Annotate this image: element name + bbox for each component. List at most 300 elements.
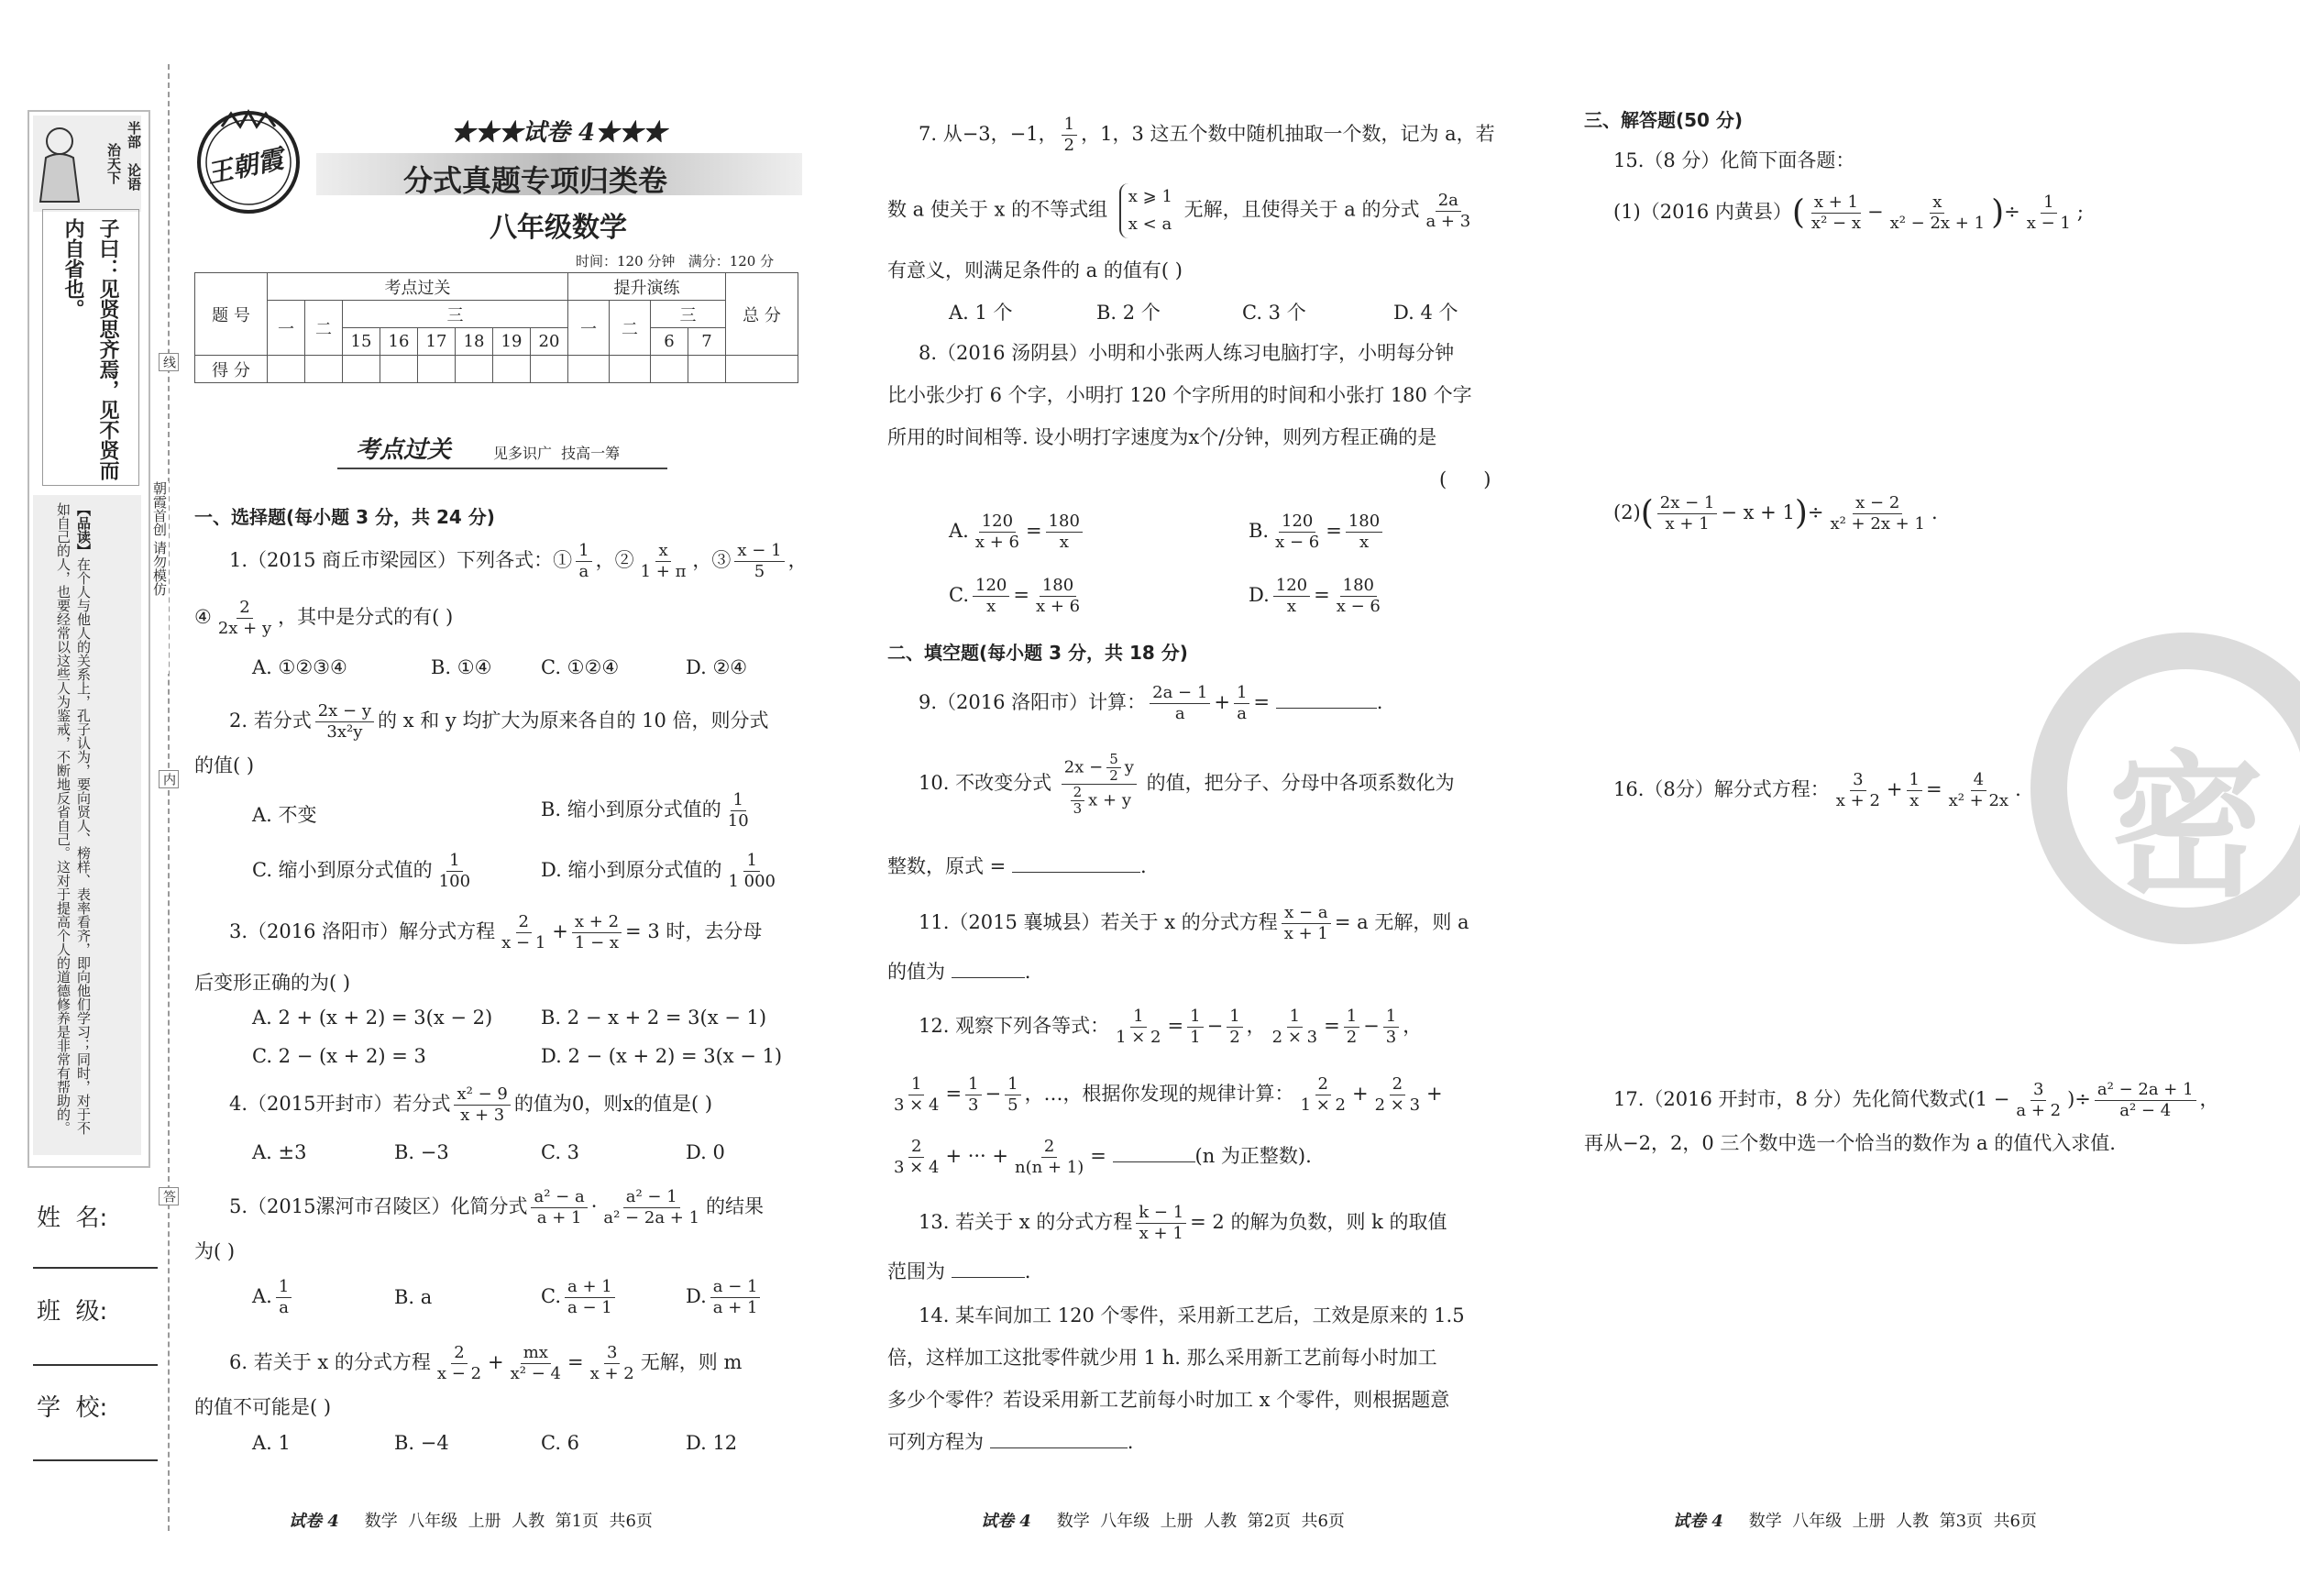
fraction <box>1005 1074 1020 1116</box>
q4-option-b[interactable]: B. −3 <box>394 1141 449 1163</box>
fraction-numerator: a² − 2a + 1 <box>2095 1080 2196 1101</box>
fraction-numerator: 1 <box>446 851 462 872</box>
fraction <box>973 512 1022 553</box>
text-fragment: = a 无解，则 a <box>1334 911 1469 933</box>
text-fragment: A. <box>949 520 969 542</box>
q1-option-a[interactable]: A. ①②③④ <box>252 656 347 678</box>
fraction <box>1187 1007 1203 1048</box>
fraction-denominator: a + 1 <box>536 1208 582 1227</box>
question-1 <box>229 541 808 582</box>
text-fragment: (2) <box>1613 501 1641 523</box>
text-fragment: · <box>590 1195 598 1217</box>
pindu-label: 【品读】 <box>75 502 92 557</box>
text-fragment: + ··· + <box>945 1145 1009 1167</box>
question-10 <box>919 752 1455 817</box>
text-fragment: 16.（8分）解分式方程： <box>1613 778 1830 800</box>
text-fragment: ， <box>1246 1015 1266 1037</box>
fraction-denominator: 2 × 3 <box>1374 1095 1421 1115</box>
text-fragment: ，其中是分式的有( ) <box>278 606 454 628</box>
question-15-part-1: (1)（2016 内黄县）( $\frac{x + 1}{\text{x² − x}}$ − $\frac{x}{\text{x² − 2x + 1}}$ )÷ $\frac{1}{x - 1}$ ; <box>1613 193 2084 233</box>
fraction-denominator: 3 <box>1385 1028 1397 1047</box>
score-total-label: 总 分 <box>726 273 798 356</box>
score-cell[interactable] <box>688 356 726 383</box>
fraction-numerator: 2 <box>1315 1074 1331 1095</box>
fraction <box>1334 576 1383 617</box>
watermark-text: 密 <box>2108 737 2265 919</box>
question-7-cont <box>887 183 1477 238</box>
logo-line-3: 论语 <box>126 163 142 191</box>
fraction <box>276 1277 292 1318</box>
fraction-numerator: 4 <box>1971 770 1986 791</box>
fraction-denominator: 3x²y <box>326 722 363 742</box>
fraction <box>638 541 689 582</box>
fraction-denominator: x − 2 <box>436 1364 482 1383</box>
score-col-2: 二 <box>305 301 343 356</box>
fraction-denominator: x + 6 <box>974 533 1019 552</box>
text-fragment: x + y <box>1088 790 1132 810</box>
sidebar-copyright: 朝霞首创 请勿模仿 <box>150 481 169 674</box>
fraction <box>1046 512 1083 553</box>
fraction-denominator: 3 <box>1073 800 1083 817</box>
q14-answer-blank[interactable] <box>990 1429 1128 1448</box>
fraction-numerator: 120 <box>973 576 1009 597</box>
fraction-denominator: a + 2 <box>2016 1101 2062 1120</box>
text-fragment: 11.（2015 襄城县）若关于 x 的分式方程 <box>919 911 1278 933</box>
fraction <box>588 1343 637 1384</box>
fraction <box>435 1343 484 1384</box>
name-field[interactable] <box>33 1267 158 1269</box>
fraction <box>508 1343 564 1384</box>
text-fragment: 数学 八年级 上册 人教 第2页 共6页 <box>1056 1512 1345 1531</box>
fraction-denominator: 3 × 4 <box>894 1158 940 1177</box>
school-field-label: 学 校: <box>37 1394 108 1422</box>
q4-option-d[interactable]: D. 0 <box>686 1141 725 1163</box>
text-fragment: ④ <box>194 606 212 628</box>
sidebar-dashed-line <box>168 64 170 1531</box>
text-fragment: . <box>2015 778 2021 800</box>
fraction-denominator: 2 <box>1346 1028 1358 1047</box>
text-fragment: 的结果 <box>706 1195 765 1217</box>
text-fragment: 数学 八年级 上册 人教 第3页 共6页 <box>1748 1512 2037 1531</box>
fraction-numerator: 180 <box>1046 512 1083 533</box>
q6-option-d[interactable]: D. 12 <box>686 1432 738 1454</box>
fraction-numerator: mx <box>521 1343 551 1364</box>
text-fragment: D. <box>1249 584 1270 606</box>
text-fragment: A. <box>252 1285 272 1307</box>
question-3 <box>229 912 762 953</box>
question-15-part-2: (2)( $\frac{2x - 1}{x + 1}$ − x + 1)÷ $\frac{x - 2}{\text{x² + 2x + 1}}$ . <box>1613 493 1938 534</box>
name-field-label: 姓 名: <box>37 1205 108 1232</box>
fraction-numerator: a² − a <box>531 1187 587 1208</box>
fraction-numerator: 1 <box>1287 1007 1303 1028</box>
sidebar-quote: 子曰：见贤思齐焉，见不贤而内自省也。 <box>61 218 119 480</box>
question-2 <box>229 701 769 743</box>
fraction-numerator: x − a <box>1282 903 1330 924</box>
fraction-numerator: x − 1 <box>734 541 784 562</box>
fraction-denominator: 5 <box>1007 1095 1018 1115</box>
text-fragment: . <box>1024 1260 1031 1282</box>
text-fragment: . <box>1376 691 1383 713</box>
cut-mark-3: 答 <box>159 1187 179 1205</box>
fraction-numerator: a + 1 <box>565 1277 615 1298</box>
fraction <box>2024 193 2074 234</box>
text-fragment: C. 缩小到原分式值的 <box>252 859 433 881</box>
q8-option-c[interactable] <box>949 576 1086 617</box>
fraction-numerator: a² − 1 <box>623 1187 680 1208</box>
text-fragment: 的值为 <box>887 961 945 983</box>
fraction <box>1106 752 1121 784</box>
fraction-denominator: 2 <box>1109 767 1118 784</box>
fraction-denominator: 1 + π <box>640 562 687 581</box>
fraction-numerator: 2 <box>1390 1074 1405 1095</box>
fraction-denominator: x + 1 <box>1139 1224 1183 1243</box>
question-11-cont <box>887 958 1030 985</box>
q2-option-d[interactable] <box>541 851 782 892</box>
q7-option-b[interactable]: B. 2 个 <box>1096 302 1161 324</box>
fraction <box>499 912 548 953</box>
fraction <box>965 1074 981 1116</box>
q6-option-b[interactable]: B. −4 <box>394 1432 449 1454</box>
fraction-numerator: 1 <box>908 1074 924 1095</box>
fraction-denominator: x <box>1059 533 1069 552</box>
time-info: 时间：120 分钟 满分：120 分 <box>576 253 775 270</box>
text-fragment: 12. 观察下列各等式： <box>919 1015 1110 1037</box>
text-fragment: 10. 不改变分式 <box>919 772 1052 794</box>
fraction-numerator: 5 <box>1106 752 1121 768</box>
score-cell[interactable] <box>456 356 493 383</box>
fraction-denominator: 10 <box>727 811 749 831</box>
fraction <box>436 851 473 892</box>
score-cell[interactable] <box>531 356 568 383</box>
text-fragment: 2x − <box>1063 757 1104 777</box>
q2-option-b[interactable] <box>541 790 755 831</box>
fraction-numerator: 1 <box>731 790 746 811</box>
brand-name: 王朝霞 <box>204 143 286 190</box>
q4-option-c[interactable]: C. 3 <box>541 1141 580 1163</box>
q13-answer-blank[interactable] <box>952 1259 1025 1278</box>
text-fragment: ， <box>2199 1088 2219 1110</box>
fraction <box>710 1277 761 1318</box>
text-fragment: 整数，原式 = <box>887 855 1007 877</box>
fraction-numerator: 1 <box>1344 1007 1359 1028</box>
section-3-title: 三、解答题(50 分) <box>1584 109 1744 131</box>
question-16: 16.（8分）解分式方程： $\frac{3}{x + 2}$ + $\frac{1}{x}$ = $\frac{4}{\text{x² + 2x}}$ . <box>1613 770 2021 810</box>
fraction-numerator: 180 <box>1346 512 1382 533</box>
fraction <box>725 790 752 831</box>
text-fragment: = <box>1314 584 1330 606</box>
question-13 <box>919 1203 1447 1244</box>
sidebar-quote-box <box>42 209 139 486</box>
text-fragment: 数 a 使关于 x 的不等式组 <box>887 198 1108 221</box>
text-fragment: (n 为正整数). <box>1194 1145 1312 1167</box>
text-fragment: + <box>552 920 568 942</box>
text-fragment: 9.（2016 洛阳市）计算： <box>919 691 1147 713</box>
question-9 <box>919 683 1382 724</box>
question-7 <box>919 115 1495 156</box>
text-fragment: ; <box>2076 201 2084 223</box>
text-fragment: 5.（2015漯河市召陵区）化简分式 <box>229 1195 528 1217</box>
score-col-1: 一 <box>268 301 305 356</box>
text-fragment: 的值，把分子、分母中各项系数化为 <box>1146 772 1455 794</box>
question-6-cont: 的值不可能是( ) <box>194 1396 332 1418</box>
q3-option-c[interactable]: C. 2 − (x + 2) = 3 <box>252 1045 426 1067</box>
q3-option-d[interactable]: D. 2 − (x + 2) = 3(x − 1) <box>541 1045 783 1067</box>
fraction <box>1344 1007 1359 1048</box>
q8-option-b[interactable] <box>1249 512 1386 553</box>
fraction-denominator: n(n + 1) <box>1015 1158 1084 1177</box>
fraction <box>565 1277 615 1318</box>
fraction <box>1946 770 2012 811</box>
fraction-denominator: x + 3 <box>460 1106 505 1125</box>
fraction-numerator: 180 <box>1340 576 1377 597</box>
score-q17: 17 <box>418 328 456 356</box>
q7-option-d[interactable]: D. 4 个 <box>1393 302 1458 324</box>
fraction-denominator: a <box>1237 704 1248 723</box>
score-col-3: 三 <box>343 301 568 328</box>
text-fragment: = <box>1326 520 1342 542</box>
fraction-numerator: 1 <box>1130 1007 1146 1028</box>
fraction-denominator: 3 <box>968 1095 979 1115</box>
fraction <box>1298 1074 1348 1116</box>
question-14-line-3: 多少个零件？若设采用新工艺前每小时加工 x 个零件，则根据题意 <box>887 1389 1450 1411</box>
fraction <box>576 541 591 582</box>
fraction <box>1272 512 1322 553</box>
score-q18: 18 <box>456 328 493 356</box>
text-fragment: ，② <box>595 549 634 571</box>
fraction-numerator: 2 <box>451 1343 467 1364</box>
score-cell[interactable] <box>268 356 305 383</box>
fraction <box>1827 493 1927 534</box>
question-3-cont: 后变形正确的为( ) <box>194 972 351 994</box>
text-fragment: 数学 八年级 上册 人教 第1页 共6页 <box>364 1512 653 1531</box>
text-fragment: . <box>1127 1431 1134 1453</box>
fraction <box>600 1187 702 1228</box>
footer-page-1 <box>289 1508 653 1532</box>
fraction-numerator: 2x − y <box>315 701 374 722</box>
logo-line-2: 治天下 <box>105 143 122 184</box>
text-fragment: 13. 若关于 x 的分式方程 <box>919 1211 1133 1233</box>
fraction-denominator: x² − 4 <box>510 1364 562 1383</box>
question-8-line-3: 所用的时间相等. 设小明打字速度为x个/分钟，则列方程正确的是 <box>887 426 1437 448</box>
q8-option-d[interactable] <box>1249 576 1387 617</box>
score-group-2: 提升演练 <box>568 273 726 301</box>
q1-option-d[interactable]: D. ②④ <box>686 656 748 678</box>
fraction-numerator: 1 <box>576 541 591 562</box>
text-fragment: 的 x 和 y 均扩大为原来各自的 10 倍，则分式 <box>378 710 769 732</box>
text-fragment: = <box>567 1351 584 1373</box>
fraction-numerator: 1 <box>1062 115 1077 136</box>
text-fragment: ， <box>1403 1015 1423 1037</box>
fraction-denominator: 2 <box>1063 136 1075 155</box>
text-fragment: = <box>1253 691 1270 713</box>
fraction-denominator: x² − 2x + 1 <box>1889 214 1986 233</box>
fraction <box>1907 770 1922 811</box>
fraction <box>1423 191 1473 232</box>
fraction-denominator: x² + 2x + 1 <box>1830 514 1925 534</box>
score-cell[interactable] <box>726 356 798 383</box>
score-q16: 16 <box>380 328 418 356</box>
fraction-denominator: a − 1 <box>567 1298 612 1317</box>
text-fragment: 无解，则 m <box>640 1351 743 1373</box>
question-12-cont: $\frac{1}{3 \times 4}$ = $\frac{1}{3}$ − $\frac{1}{5}$ ，…，根据你发现的规律计算： $\frac{2}{1 \times 2}$ + $\frac{2}{2 \times 3}$ + <box>887 1074 1443 1116</box>
fraction-numerator: 1 <box>2041 193 2056 214</box>
fraction-numerator: k − 1 <box>1136 1203 1186 1224</box>
fraction <box>2095 1080 2196 1121</box>
text-fragment: 试卷 4 <box>289 1512 339 1531</box>
text-fragment: C. <box>541 1285 561 1307</box>
fraction-denominator: x <box>1286 597 1297 616</box>
score-cell[interactable] <box>343 356 380 383</box>
fraction-denominator: 3 × 4 <box>894 1095 940 1115</box>
q6-option-a[interactable]: A. 1 <box>252 1432 291 1454</box>
text-fragment: 试卷 4 <box>1673 1512 1723 1531</box>
question-11 <box>919 903 1469 944</box>
fraction-denominator: 1 000 <box>728 872 776 891</box>
fraction-denominator: a² − 4 <box>2119 1101 2172 1120</box>
fraction-denominator: x + 2 <box>589 1364 634 1383</box>
q1-option-c[interactable]: C. ①②④ <box>541 656 620 678</box>
fraction-denominator: a <box>279 1298 289 1317</box>
text-fragment: . <box>1024 961 1031 983</box>
fraction <box>1113 1007 1163 1048</box>
q4-option-a[interactable]: A. ±3 <box>252 1141 307 1163</box>
fraction <box>531 1187 587 1228</box>
score-q15: 15 <box>343 328 380 356</box>
text-fragment: 17.（2016 开封市，8 分）先化简代数式(1 − <box>1613 1088 2010 1110</box>
score-cell[interactable] <box>305 356 343 383</box>
sidebar-logo <box>33 116 141 212</box>
q1-option-b[interactable]: B. ①④ <box>431 656 492 678</box>
fraction <box>1282 903 1331 944</box>
fraction-numerator: 120 <box>979 512 1016 533</box>
school-field[interactable] <box>33 1459 158 1461</box>
score-q19: 19 <box>493 328 531 356</box>
subject-title: 八年级数学 <box>490 212 627 244</box>
q11-answer-blank[interactable] <box>952 959 1025 978</box>
score-group-1: 考点过关 <box>268 273 568 301</box>
fraction <box>1234 683 1249 724</box>
score-cell[interactable] <box>568 356 610 383</box>
question-14-line-2: 倍，这样加工这批零件就少用 1 h. 那么采用新工艺前每小时加工 <box>887 1347 1437 1369</box>
text-fragment: B. 缩小到原分式值的 <box>541 798 721 820</box>
confucius-icon <box>37 121 83 205</box>
fraction-numerator: 1 <box>1005 1074 1020 1095</box>
fraction <box>1383 1007 1399 1048</box>
score-row-label-1: 题 号 <box>195 273 268 356</box>
text-fragment: 3.（2016 洛阳市）解分式方程 <box>229 920 496 942</box>
fraction-numerator: 1 <box>276 1277 292 1298</box>
section-banner <box>337 431 667 469</box>
q9-answer-blank[interactable] <box>1276 689 1377 709</box>
fraction-numerator: 2a <box>1436 191 1461 212</box>
fraction <box>973 576 1009 617</box>
fraction-denominator: x <box>1909 791 1920 810</box>
fraction-denominator: x + 1 <box>1665 514 1710 534</box>
question-10-cont <box>887 853 1147 880</box>
q12-answer-blank[interactable] <box>1113 1143 1195 1162</box>
score-cell[interactable] <box>651 356 688 383</box>
fraction <box>1150 683 1210 724</box>
q5-option-d[interactable] <box>686 1277 764 1318</box>
q2-option-c[interactable] <box>252 851 477 892</box>
fraction-numerator: 1 <box>743 851 759 872</box>
fraction <box>215 598 274 639</box>
q6-option-c[interactable]: C. 6 <box>541 1432 580 1454</box>
question-12: 12. 观察下列各等式： $\frac{1}{1 \times 2}$ = $\frac{1}{1}$ − $\frac{1}{2}$ ， $\frac{1}{2 \times 3}$ = $\frac{1}{2}$ − $\frac{1}{3}$ ， <box>919 1007 1423 1047</box>
fraction-numerator: 180 <box>1040 576 1076 597</box>
score-col-6: 三 <box>651 301 726 328</box>
watermark-seal <box>2030 633 2300 944</box>
fraction-denominator: 1 × 2 <box>1116 1028 1161 1047</box>
fraction-numerator: 1 <box>1383 1007 1399 1028</box>
question-14-line-4 <box>887 1428 1133 1456</box>
page-title: 分式真题专项归类卷 <box>403 163 668 198</box>
class-field[interactable] <box>33 1364 158 1366</box>
text-fragment: + <box>1214 691 1230 713</box>
text-fragment: 试卷 4 <box>981 1512 1031 1531</box>
text-fragment: = 2 的解为负数，则 k 的取值 <box>1190 1211 1447 1233</box>
class-field-label: 班 级: <box>37 1298 108 1326</box>
q7-option-a[interactable]: A. 1 个 <box>949 302 1013 324</box>
banner-title: 考点过关 <box>356 436 452 464</box>
fraction-numerator: 2x − 1 <box>1657 493 1718 514</box>
text-fragment: 2. 若分式 <box>229 710 312 732</box>
fraction-denominator: x² + 2x <box>1948 791 2009 810</box>
fraction <box>1071 785 1085 817</box>
q5-option-a[interactable] <box>252 1277 295 1318</box>
fraction-denominator: 1 <box>1190 1028 1201 1047</box>
fraction-numerator: x + 2 <box>572 912 622 933</box>
fraction <box>1372 1074 1423 1116</box>
fraction <box>1062 115 1077 156</box>
score-cell[interactable] <box>493 356 531 383</box>
fraction-numerator: 2 <box>237 598 252 619</box>
fraction-numerator: 1 <box>1227 1007 1242 1028</box>
cut-mark-2: 内 <box>159 770 179 788</box>
fraction-denominator: x + 6 <box>1035 597 1081 616</box>
q3-option-a[interactable]: A. 2 + (x + 2) = 3(x − 2) <box>252 1007 493 1029</box>
q2-option-a[interactable]: A. 不变 <box>252 804 317 826</box>
fraction-numerator: 2 <box>908 1137 924 1158</box>
text-fragment: . <box>1139 855 1147 877</box>
section-2-title: 二、填空题(每小题 3 分，共 18 分) <box>887 642 1188 664</box>
fraction-denominator: x <box>986 597 996 616</box>
q7-option-c[interactable]: C. 3 个 <box>1242 302 1306 324</box>
text-fragment: 4.（2015开封市）若分式 <box>229 1093 451 1115</box>
question-13-cont <box>887 1258 1030 1285</box>
fraction <box>891 1074 941 1116</box>
text-fragment: 6. 若关于 x 的分式方程 <box>229 1351 431 1373</box>
footer-page-2 <box>981 1508 1345 1532</box>
score-cell[interactable] <box>418 356 456 383</box>
q10-answer-blank[interactable] <box>1012 853 1140 873</box>
q8-option-a[interactable] <box>949 512 1086 553</box>
footer-page-3 <box>1673 1508 2037 1532</box>
score-q6: 6 <box>651 328 688 356</box>
fraction-denominator: x + 1 <box>1283 924 1328 943</box>
fraction <box>891 1137 941 1178</box>
q3-option-b[interactable]: B. 2 − x + 2 = 3(x − 1) <box>541 1007 767 1029</box>
score-cell[interactable] <box>610 356 651 383</box>
fraction <box>572 912 622 953</box>
fraction-numerator: a − 1 <box>710 1277 761 1298</box>
fraction-denominator: x <box>1359 533 1370 552</box>
fraction-numerator: x² − 9 <box>454 1084 510 1106</box>
q5-option-b[interactable]: B. a <box>394 1286 433 1308</box>
score-cell[interactable] <box>380 356 418 383</box>
inequality-1: x ⩾ 1 <box>1128 187 1172 206</box>
q5-option-c[interactable] <box>541 1277 619 1318</box>
